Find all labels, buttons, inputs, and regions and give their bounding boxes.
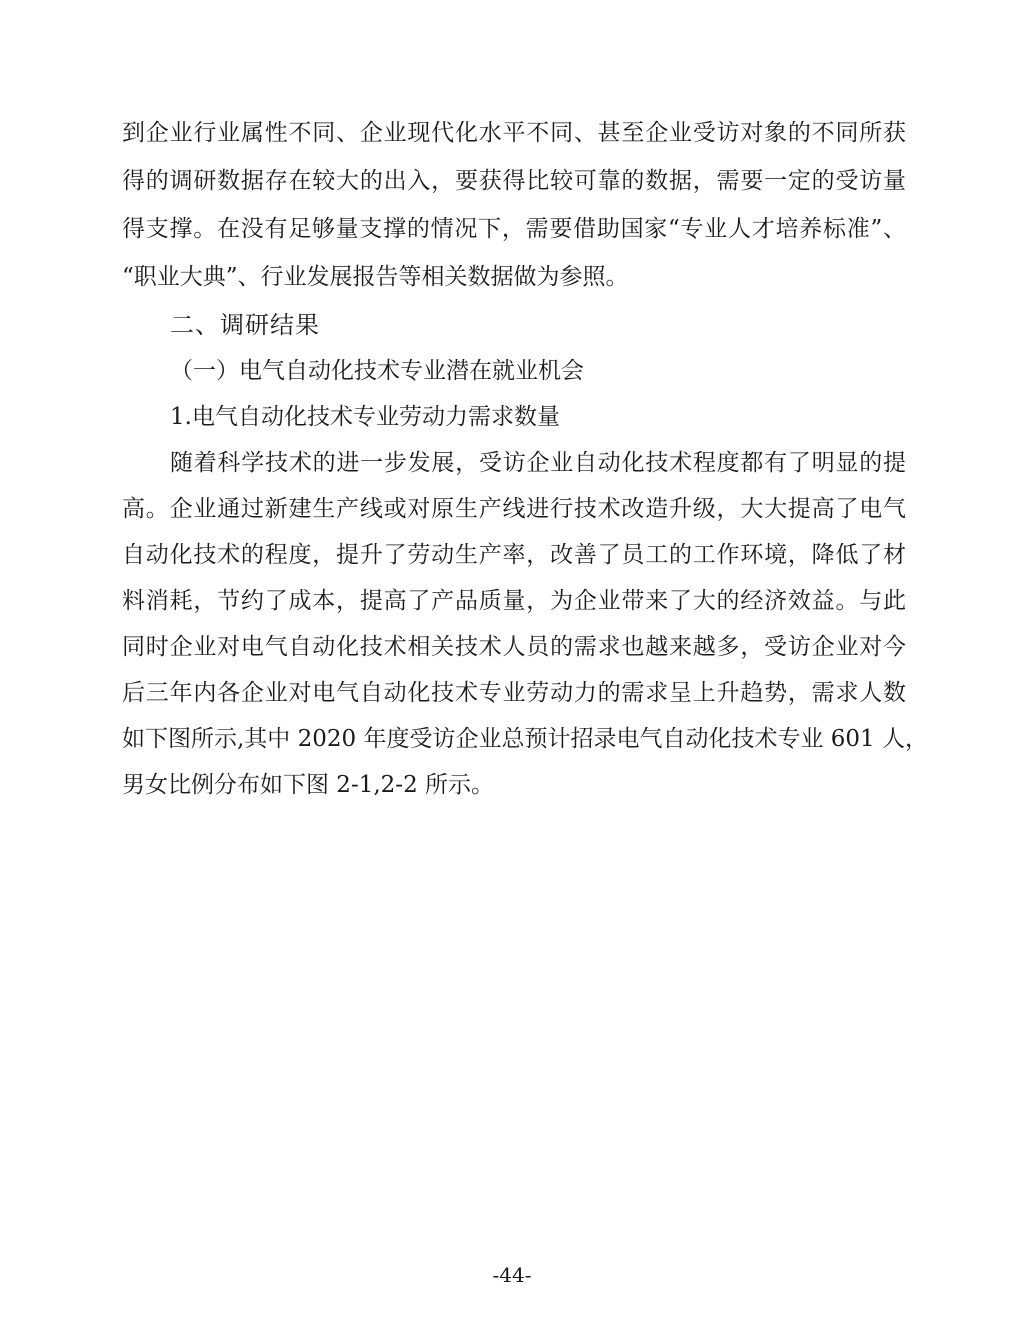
text-line: 料消耗，节约了成本，提高了产品质量，为企业带来了大的经济效益。与此	[122, 588, 906, 614]
text-line: 到企业行业属性不同、企业现代化水平不同、甚至企业受访对象的不同所获	[122, 120, 906, 146]
item-heading: 1.电气自动化技术专业劳动力需求数量	[170, 404, 560, 430]
text-line: 得的调研数据存在较大的出入，要获得比较可靠的数据，需要一定的受访量	[122, 168, 906, 194]
subsection-heading: （一）电气自动化技术专业潜在就业机会	[170, 358, 584, 384]
section-heading: 二、调研结果	[170, 311, 320, 339]
page-number: -44-	[492, 1263, 532, 1287]
text-line: 如下图所示,其中 2020 年度受访企业总预计招录电气自动化技术专业 601 人，	[122, 726, 928, 752]
text-line: 高。企业通过新建生产线或对原生产线进行技术改造升级，大大提高了电气	[122, 496, 906, 522]
text-line: “职业大典”、行业发展报告等相关数据做为参照。	[122, 264, 629, 290]
text-line: 后三年内各企业对电气自动化技术专业劳动力的需求呈上升趋势，需求人数	[122, 680, 906, 706]
text-line: 随着科学技术的进一步发展，受访企业自动化技术程度都有了明显的提	[170, 450, 906, 476]
text-line: 同时企业对电气自动化技术相关技术人员的需求也越来越多，受访企业对今	[122, 634, 906, 660]
text-line: 自动化技术的程度，提升了劳动生产率，改善了员工的工作环境，降低了材	[122, 542, 906, 568]
text-line: 得支撑。在没有足够量支撑的情况下，需要借助国家“专业人才培养标准”、	[122, 216, 906, 242]
text-line: 男女比例分布如下图 2-1,2-2 所示。	[122, 772, 495, 798]
